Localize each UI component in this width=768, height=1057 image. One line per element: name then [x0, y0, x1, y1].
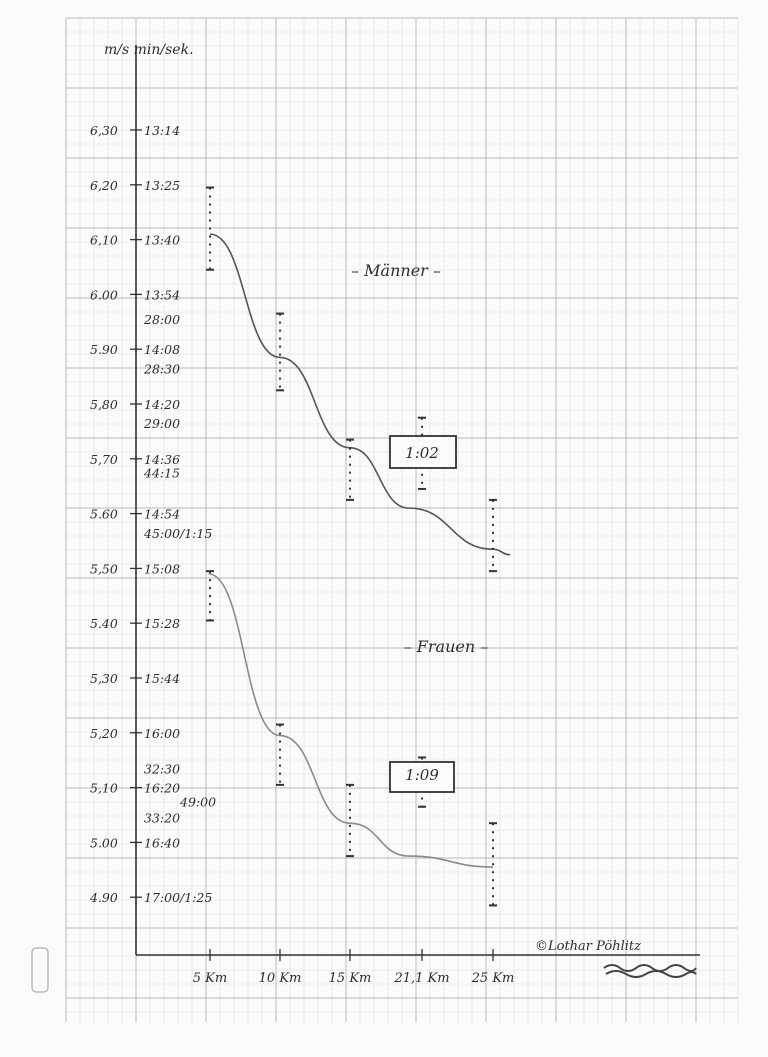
y-tick-label-pace: 17:00/1:25 [144, 890, 213, 906]
y-tick-label-pace: 14:20 [144, 397, 181, 412]
y-tick-label-ms: 6,30 [90, 123, 118, 138]
y-tick-label-pace: 16:40 [144, 835, 181, 851]
y-tick-label-pace: 13:54 [144, 287, 181, 303]
x-tick-label: 15 Km [328, 971, 372, 986]
y-tick-label-pace: 13:40 [144, 232, 181, 248]
y-tick-label-pace: 16:00 [144, 725, 181, 741]
y-tick-label-ms: 6.00 [90, 287, 118, 303]
y-tick-label-pace: 14:08 [144, 342, 181, 358]
y-tick-label-ms: 5,50 [90, 561, 118, 577]
y-tick-label-ms: 5.60 [90, 506, 118, 522]
y-tick-label-ms: 5,80 [90, 397, 118, 412]
split-time-label: 33:20 [144, 810, 181, 826]
split-time-label: 49:00 [180, 794, 217, 810]
y-tick-label-ms: 5,30 [90, 671, 118, 686]
y-tick-label-pace: 15:44 [144, 671, 181, 686]
time-gap-label: 1:02 [405, 444, 439, 462]
series-title-label: – Männer – [351, 261, 441, 280]
split-time-label: 45:00/1:15 [144, 525, 213, 541]
y-tick-label-ms: 5.90 [90, 342, 118, 358]
y-tick-label-ms: 5.40 [90, 616, 118, 632]
y-tick-label-ms: 5,10 [90, 780, 118, 796]
y-tick-label-ms: 5.00 [90, 835, 118, 851]
y-tick-label-ms: 6,10 [90, 232, 118, 248]
copyright-signature: ©Lothar Pöhlitz [535, 939, 641, 954]
series-title-label: – Frauen – [403, 637, 489, 656]
y-tick-label-pace: 15:08 [144, 561, 181, 577]
y-tick-label-ms: 4.90 [90, 890, 118, 906]
y-tick-label-ms: 6,20 [90, 177, 118, 193]
y-tick-label-pace: 13:14 [144, 123, 181, 138]
split-time-label: 28:30 [144, 361, 181, 377]
split-time-label: 28:00 [144, 312, 181, 328]
y-tick-label-pace: 16:20 [144, 780, 181, 796]
x-tick-label: 21,1 Km [394, 971, 450, 986]
y-tick-label-ms: 5,20 [90, 725, 118, 741]
units-label: m/s min/sek. [104, 42, 194, 58]
x-tick-label: 5 Km [192, 971, 228, 986]
y-tick-label-ms: 5,70 [90, 451, 118, 467]
time-gap-label: 1:09 [405, 766, 439, 784]
y-tick-label-pace: 15:28 [144, 616, 181, 632]
y-tick-label-pace: 14:54 [144, 506, 181, 522]
y-tick-label-pace: 14:36 [144, 451, 181, 467]
split-time-label: 32:30 [144, 761, 181, 777]
x-tick-label: 25 Km [471, 971, 515, 986]
y-tick-label-pace: 13:25 [144, 177, 181, 193]
split-time-label: 44:15 [144, 465, 181, 481]
x-tick-label: 10 Km [258, 971, 302, 986]
split-time-label: 29:00 [144, 416, 181, 432]
